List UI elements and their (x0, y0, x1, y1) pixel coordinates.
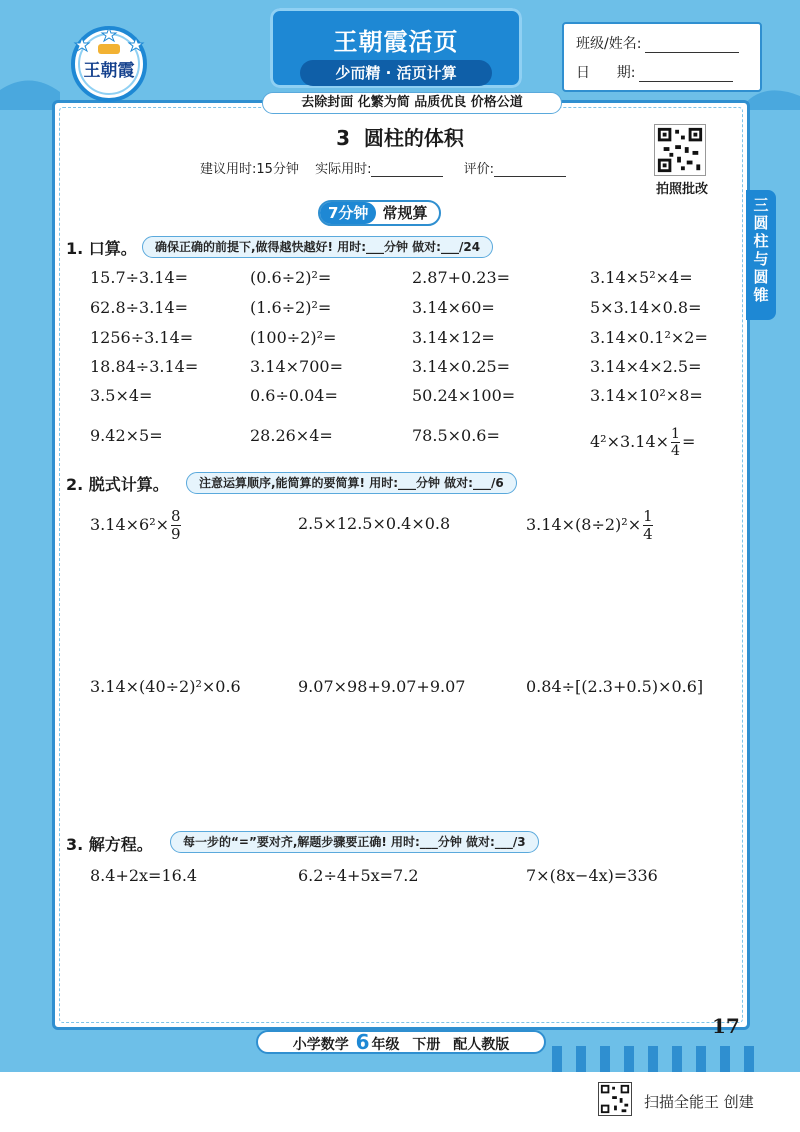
oral-item: 50.24×100= (412, 386, 516, 405)
side-tab-char: 锥 (753, 286, 769, 304)
section-tip: 每一步的“=”要对齐,解题步骤要正确! 用时:___分钟 做对:___/3 (170, 831, 539, 853)
oral-item: 0.6÷0.04= (250, 386, 338, 405)
oral-item: (0.6÷2)²= (250, 268, 332, 287)
side-tab-char: 圆 (753, 214, 769, 232)
fraction-numerator: 1 (643, 507, 653, 525)
student-info-box (562, 22, 762, 92)
step-problem: 2.5×12.5×0.4×0.8 (298, 514, 451, 533)
brand-subtitle: 少而精 · 活页计算 (300, 60, 492, 86)
scanner-credit: 扫描全能王 创建 (644, 1093, 754, 1111)
page-title: 3 圆柱的体积 (336, 126, 464, 150)
oral-item: 1256÷3.14= (90, 328, 194, 347)
oral-item: 3.14×10²×8= (590, 386, 703, 405)
equation: 7×(8x−4x)=336 (526, 866, 658, 885)
footer-subject: 小学数学 (292, 1037, 349, 1053)
time-info (200, 158, 582, 177)
oral-item: (1.6÷2)²= (250, 298, 332, 317)
fraction (171, 508, 181, 543)
step-problem-text: 3.14×6²× (90, 515, 170, 534)
oral-item: 78.5×0.6= (412, 426, 500, 445)
suggested-time: 建议用时:15分钟 (200, 162, 299, 177)
step-problem: 9.07×98+9.07+9.07 (298, 677, 466, 696)
section-pill-label: 常规算 (382, 204, 428, 222)
page-number: 17 (712, 1014, 740, 1038)
equation: 6.2÷4+5x=7.2 (298, 866, 419, 885)
fraction-denominator: 9 (171, 525, 181, 543)
oral-item: 3.14×700= (250, 357, 343, 376)
class-name-field[interactable] (645, 39, 739, 53)
oral-item (590, 426, 695, 459)
side-tab-char: 柱 (753, 232, 769, 250)
oral-item: 3.14×4×2.5= (590, 357, 702, 376)
footer-term: 下册 (412, 1037, 441, 1053)
date-row (576, 62, 733, 82)
date-field[interactable] (639, 68, 733, 82)
class-name-label: 班级/姓名: (576, 36, 642, 52)
oral-item: 3.14×60= (412, 298, 495, 317)
section-tip: 确保正确的前提下,做得越快越好! 用时:___分钟 做对:___/24 (142, 236, 493, 258)
section-tip: 注意运算顺序,能简算的要简算! 用时:___分钟 做对:___/6 (186, 472, 517, 494)
class-name-row (576, 33, 739, 53)
section-minutes: 7分钟 (320, 202, 376, 224)
step-problem: 0.84÷[(2.3+0.5)×0.6] (526, 677, 704, 696)
chapter-side-tab (746, 190, 776, 320)
equals-sign: = (681, 432, 696, 451)
step-problem-text: 3.14×(8÷2)²× (526, 515, 642, 534)
oral-item: 3.14×0.25= (412, 357, 511, 376)
scanner-qr-icon (598, 1082, 632, 1116)
logo-text: 王朝霞 (83, 61, 135, 81)
qr-label: 拍照批改 (655, 182, 708, 197)
oral-item: 5×3.14×0.8= (590, 298, 702, 317)
oral-item: 3.14×5²×4= (590, 268, 693, 287)
footer-edition: 配人教版 (453, 1037, 510, 1053)
fraction-numerator: 1 (671, 426, 680, 442)
qr-code-icon[interactable] (654, 124, 706, 176)
footer-stripes (548, 1044, 778, 1072)
step-problem (526, 508, 653, 543)
brand-title: 王朝霞活页 (333, 28, 459, 56)
section-heading: 1. 口算。 (66, 239, 137, 258)
date-label: 日 期: (576, 65, 636, 81)
footer-bar (256, 1030, 546, 1054)
oral-item: 28.26×4= (250, 426, 333, 445)
oral-item: 9.42×5= (90, 426, 163, 445)
oral-item: 3.14×0.1²×2= (590, 328, 708, 347)
section-pill (318, 200, 441, 226)
oral-item: (100÷2)²= (250, 328, 337, 347)
oral-item-text: 4²×3.14× (590, 432, 670, 451)
oral-item: 2.87+0.23= (412, 268, 511, 287)
brand-banner (270, 8, 522, 88)
slogan: 去除封面 化繁为简 品质优良 价格公道 (262, 92, 562, 114)
oral-item: 3.5×4= (90, 386, 153, 405)
section-heading: 3. 解方程。 (66, 835, 153, 854)
eval-field[interactable] (494, 165, 566, 177)
oral-item: 18.84÷3.14= (90, 357, 199, 376)
fraction-numerator: 8 (171, 507, 181, 525)
oral-item: 3.14×12= (412, 328, 495, 347)
fraction-denominator: 4 (643, 525, 653, 543)
fraction (671, 426, 680, 459)
section-heading: 2. 脱式计算。 (66, 475, 169, 494)
fraction (643, 508, 653, 543)
fraction-denominator: 4 (671, 443, 680, 459)
side-tab-char: 三 (753, 196, 769, 214)
step-problem: 3.14×(40÷2)²×0.6 (90, 677, 241, 696)
equation: 8.4+2x=16.4 (90, 866, 198, 885)
side-tab-char: 与 (753, 250, 769, 268)
step-problem (90, 508, 181, 543)
actual-time-field[interactable] (371, 165, 443, 177)
footer-grade-unit: 年级 (371, 1037, 400, 1053)
oral-item: 15.7÷3.14= (90, 268, 189, 287)
side-tab-char: 圆 (753, 268, 769, 286)
eval-label: 评价: (463, 162, 494, 177)
footer-grade: 6 (355, 1030, 370, 1054)
actual-time-label: 实际用时: (315, 162, 372, 177)
oral-item: 62.8÷3.14= (90, 298, 189, 317)
